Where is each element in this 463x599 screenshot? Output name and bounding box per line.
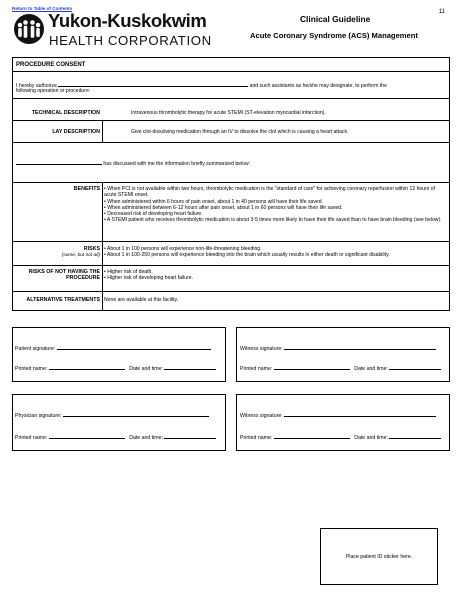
risks-list [104,246,446,259]
physician-signature-field[interactable] [63,411,209,417]
witness-signature-line [240,411,436,419]
date-time-label: Date and time: [354,366,388,372]
risks-label: RISKS [83,246,100,252]
physician-signature-line [15,411,209,419]
printed-name-label: Printed name: [15,366,48,372]
alternative-treatments-value: None are available at this facility. [104,297,179,303]
alternative-treatments-label: ALTERNATIVE TREATMENTS [26,297,100,303]
date-time-label: Date and time: [129,435,163,441]
physician-printed-name-line [15,433,216,441]
sticker-instruction: Place patient ID sticker here. [345,554,413,560]
benefits-label: BENEFITS [73,186,100,192]
physician-signature-label: Physician signature: [15,413,62,419]
no-treatment-label-line2: PROCEDURE [66,275,100,282]
physician-signature-box [12,394,226,451]
return-to-toc-link[interactable]: Return to Table of Contents [12,6,73,11]
patient-signature-line [15,344,211,352]
discussing-physician-blank[interactable] [16,159,102,165]
risks-note: (some, but not all) [61,253,100,258]
witness-printed-name-field[interactable] [274,433,350,439]
patient-date-time-field[interactable] [164,364,216,370]
witness-signature-box-2 [236,394,450,451]
lay-description-value: Give clot-dissolving medication through an IV to dissolve the clot which is causing a heart attack. [131,129,349,135]
physician-name-blank[interactable] [58,81,248,87]
technical-description-value: Intravenous thrombolytic therapy for acute STEMI (ST-elevation myocardial infarction). [131,110,326,116]
guideline-title: Clinical Guideline [300,14,371,24]
no-treatment-item: • Higher risk of death. [104,269,153,275]
discussed-text: has discussed with me the information briefly summarized below: [103,161,251,167]
witness-date-time-field[interactable] [389,433,441,439]
ykhc-logo-icon [13,13,45,45]
witness-signature-box-1 [236,327,450,382]
witness-date-time-field[interactable] [389,364,441,370]
date-time-label: Date and time: [129,366,163,372]
no-treatment-risks-list [104,269,446,282]
witness-printed-name-line [240,364,441,372]
no-treatment-label-line1: RISKS OF NOT HAVING THE [28,269,100,275]
printed-name-label: Printed name: [15,435,48,441]
witness-signature-field[interactable] [284,411,436,417]
patient-printed-name-field[interactable] [49,364,125,370]
printed-name-label: Printed name: [240,435,273,441]
risk-item: • About 1 in 100 persons will experience non-life-threatening bleeding. [104,246,262,252]
witness-signature-label: Witness signature: [240,413,283,419]
benefit-item: • When administered within 6 hours of pain onset, about 1 in 40 persons will have their life saved. [104,198,323,205]
patient-signature-field[interactable] [57,344,211,350]
technical-description-label: TECHNICAL DESCRIPTION [31,110,100,116]
witness-printed-name-field[interactable] [274,364,350,370]
benefits-list [104,186,446,224]
risk-item: • About 1 in 100-250 persons will experience bleeding into the brain which usually results in either death or significant disability. [104,252,390,259]
patient-printed-name-line [15,364,216,372]
witness-signature-field[interactable] [284,344,436,350]
witness-signature-label: Witness signature: [240,346,283,352]
physician-date-time-field[interactable] [164,433,216,439]
guideline-subtitle: Acute Coronary Syndrome (ACS) Management [250,31,418,40]
benefit-item: • Decreased risk of developing heart failure. [104,211,203,218]
no-treatment-risks-label [16,269,100,281]
procedure-consent-form [12,57,450,311]
authorize-prefix: I hereby authorize [16,83,57,89]
patient-id-sticker-box [320,528,438,585]
witness-printed-name-line [240,433,441,441]
section-heading: PROCEDURE CONSENT [16,62,86,68]
date-time-label: Date and time: [354,435,388,441]
org-name-line1: Yukon-Kuskokwim [48,10,207,31]
printed-name-label: Printed name: [240,366,273,372]
page-number: 11 [438,9,445,15]
benefit-item: • A STEMI patient who receives thrombolytic medication is about 3-5 times more likely to have their life saved than to have brain bleeding (see below). [104,217,442,224]
authorize-suffix: and such assistants as he/she may designate, to perform the [249,83,387,89]
discussed-line [16,159,250,167]
benefit-item: • When PCI is not available within two hours, thrombolytic medication is the "standard of care" for achieving coronary reperfusion within 12 hours of acute STEMI onset. [104,186,435,199]
physician-printed-name-field[interactable] [49,433,125,439]
no-treatment-item: • Higher risk of developing heart failure. [104,275,193,282]
org-name-line2: HEALTH CORPORATION [49,33,212,48]
patient-signature-label: Patient signature: [15,346,56,352]
authorize-line2: following operation or procedure: [16,88,91,94]
lay-description-label: LAY DESCRIPTION [52,129,100,135]
patient-signature-box [12,327,226,382]
witness-signature-line [240,344,436,352]
benefit-item: • When administered between 6-12 hours after pain onset, about 1 in 60 persons will have their life saved. [104,204,343,211]
